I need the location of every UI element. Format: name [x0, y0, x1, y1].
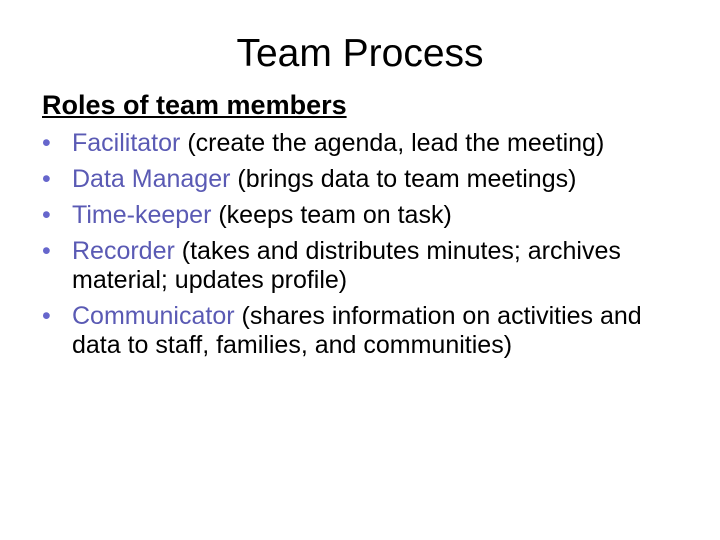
- role-description: (create the agenda, lead the meeting): [180, 129, 605, 157]
- list-item-recorder: [42, 237, 692, 295]
- roles-list: [42, 129, 692, 367]
- role-description: (brings data to team meetings): [230, 165, 577, 193]
- bullet-icon: •: [42, 237, 51, 265]
- section-heading: Roles of team members: [42, 90, 347, 120]
- list-item-time-keeper: [42, 201, 692, 230]
- bullet-icon: •: [42, 302, 51, 330]
- list-item-data-manager: [42, 165, 692, 194]
- bullet-icon: •: [42, 165, 51, 193]
- role-description: (shares information on activities and data to staff, families, and communities): [72, 302, 642, 359]
- role-description: (keeps team on task): [211, 201, 452, 229]
- role-name: Data Manager: [72, 165, 231, 193]
- role-description: (takes and distributes minutes; archives material; updates profile): [72, 237, 621, 294]
- slide-title: Team Process: [236, 32, 484, 75]
- bullet-icon: •: [42, 201, 51, 229]
- role-name: Communicator: [72, 302, 235, 330]
- role-name: Facilitator: [72, 129, 181, 157]
- list-item-communicator: [42, 302, 692, 360]
- role-name: Recorder: [72, 237, 175, 265]
- role-name: Time-keeper: [72, 201, 212, 229]
- bullet-icon: •: [42, 129, 51, 157]
- list-item-facilitator: [42, 129, 692, 158]
